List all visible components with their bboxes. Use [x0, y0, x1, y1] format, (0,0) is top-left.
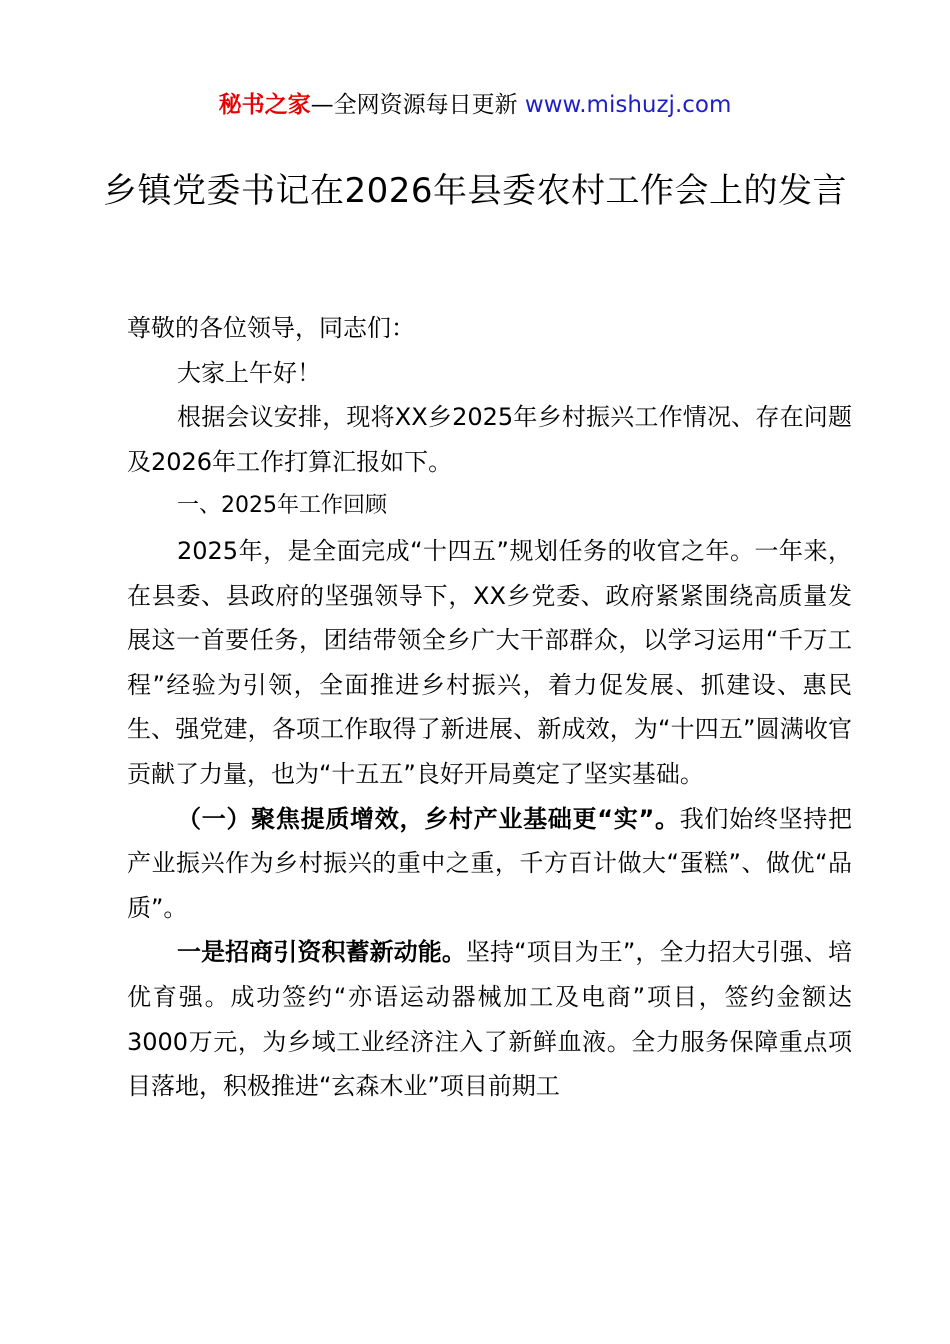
- subsection-text: 我们始终坚持把产业振兴作为乡村振兴的重中之重，千方百计做大“蛋糕”、做优“品质”。: [127, 804, 853, 922]
- subsection-paragraph: [127, 797, 852, 931]
- review-paragraph: 2025年，是全面完成“十四五”规划任务的收官之年。一年来，在县委、县政府的坚强领导下，XX乡党委、政府紧紧围绕高质量发展这一首要任务，团结带领全乡广大干部群众，以学习运用“千万工程”经验为引领，全面推进乡村振兴，着力促发展、抓建设、惠民生、强党建，各项工作取得了新进展、新成效，为“十四五”圆满收官贡献了力量，也为“十五五”良好开局奠定了坚实基础。: [127, 536, 852, 788]
- document-title: 乡镇党委书记在2026年县委农村工作会上的发言: [102, 171, 848, 211]
- greeting: 大家上午好！: [177, 358, 321, 387]
- document-body: [127, 306, 852, 1109]
- point-text: 坚持“项目为王”，全力招大引强、培优育强。成功签约“亦语运动器械加工及电商”项目，签约金额达3000万元，为乡域工业经济注入了新鲜血液。全力服务保障重点项目落地，积极推进“玄森木业”项目前期工: [127, 938, 853, 1101]
- site-header: [0, 88, 950, 122]
- intro-paragraph: 根据会议安排，现将XX乡2025年乡村振兴工作情况、存在问题及2026年工作打算汇报如下。: [127, 403, 852, 476]
- section-heading: 一、2025年工作回顾: [177, 493, 387, 519]
- site-brand: 秘书之家: [218, 92, 311, 118]
- site-url-link[interactable]: www.mishuzj.com: [524, 92, 732, 118]
- subsection-heading: （一）聚焦提质增效，乡村产业基础更“实”。: [177, 804, 680, 833]
- point-heading: 一是招商引资积蓄新动能。: [177, 938, 466, 967]
- site-tagline: —全网资源每日更新: [310, 92, 525, 118]
- salutation: 尊敬的各位领导，同志们：: [127, 314, 415, 342]
- point-paragraph: [127, 930, 852, 1108]
